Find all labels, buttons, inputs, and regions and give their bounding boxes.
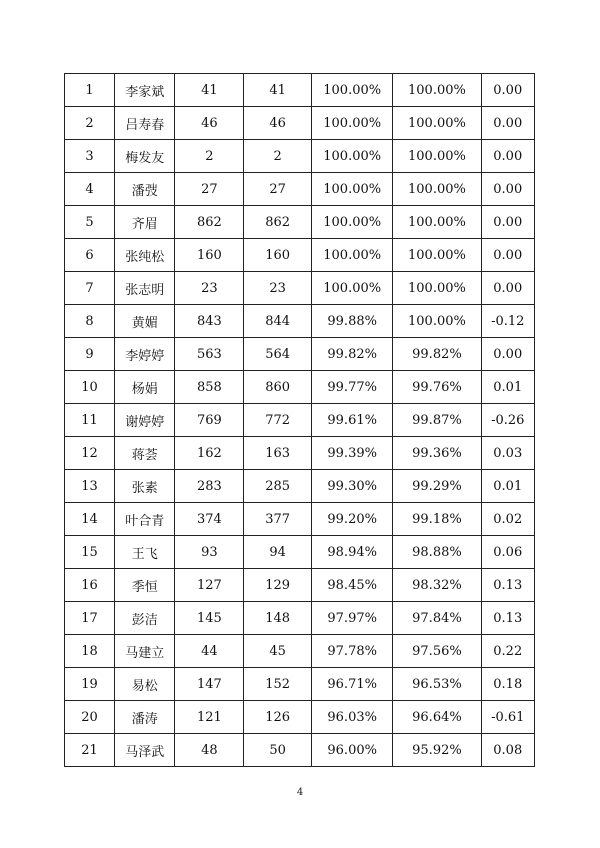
count-b-cell: 148 bbox=[244, 602, 312, 635]
count-b-cell: 23 bbox=[244, 272, 312, 305]
difference-cell: 0.18 bbox=[481, 668, 534, 701]
table-row bbox=[65, 734, 535, 767]
percent-1-cell: 99.61% bbox=[312, 404, 393, 437]
table-row bbox=[65, 371, 535, 404]
percent-1-cell: 99.88% bbox=[312, 305, 393, 338]
count-b-cell: 564 bbox=[244, 338, 312, 371]
difference-cell: 0.01 bbox=[481, 371, 534, 404]
table-row bbox=[65, 503, 535, 536]
table-row bbox=[65, 437, 535, 470]
difference-cell: 0.13 bbox=[481, 569, 534, 602]
name-cell: 叶合青 bbox=[115, 503, 175, 536]
count-a-cell: 374 bbox=[175, 503, 244, 536]
count-b-cell: 285 bbox=[244, 470, 312, 503]
difference-cell: 0.00 bbox=[481, 206, 534, 239]
table-row bbox=[65, 239, 535, 272]
count-a-cell: 93 bbox=[175, 536, 244, 569]
name-cell: 张素 bbox=[115, 470, 175, 503]
percent-1-cell: 99.82% bbox=[312, 338, 393, 371]
row-index-cell: 5 bbox=[65, 206, 115, 239]
name-cell: 齐眉 bbox=[115, 206, 175, 239]
percent-1-cell: 97.97% bbox=[312, 602, 393, 635]
difference-cell: 0.00 bbox=[481, 74, 534, 107]
percent-1-cell: 100.00% bbox=[312, 239, 393, 272]
percent-2-cell: 100.00% bbox=[393, 206, 481, 239]
table-row bbox=[65, 602, 535, 635]
percent-2-cell: 100.00% bbox=[393, 107, 481, 140]
row-index-cell: 21 bbox=[65, 734, 115, 767]
count-a-cell: 23 bbox=[175, 272, 244, 305]
count-a-cell: 2 bbox=[175, 140, 244, 173]
count-a-cell: 48 bbox=[175, 734, 244, 767]
name-cell: 潘涛 bbox=[115, 701, 175, 734]
count-b-cell: 772 bbox=[244, 404, 312, 437]
difference-cell: 0.00 bbox=[481, 272, 534, 305]
difference-cell: 0.06 bbox=[481, 536, 534, 569]
count-b-cell: 862 bbox=[244, 206, 312, 239]
data-table bbox=[64, 73, 535, 767]
table-body bbox=[65, 74, 535, 767]
percent-1-cell: 97.78% bbox=[312, 635, 393, 668]
percent-2-cell: 100.00% bbox=[393, 140, 481, 173]
name-cell: 梅发友 bbox=[115, 140, 175, 173]
count-b-cell: 46 bbox=[244, 107, 312, 140]
row-index-cell: 14 bbox=[65, 503, 115, 536]
count-b-cell: 45 bbox=[244, 635, 312, 668]
percent-2-cell: 95.92% bbox=[393, 734, 481, 767]
percent-2-cell: 98.88% bbox=[393, 536, 481, 569]
row-index-cell: 19 bbox=[65, 668, 115, 701]
percent-1-cell: 100.00% bbox=[312, 107, 393, 140]
count-a-cell: 147 bbox=[175, 668, 244, 701]
table-row bbox=[65, 470, 535, 503]
percent-2-cell: 99.29% bbox=[393, 470, 481, 503]
percent-2-cell: 100.00% bbox=[393, 173, 481, 206]
count-b-cell: 126 bbox=[244, 701, 312, 734]
percent-2-cell: 99.36% bbox=[393, 437, 481, 470]
count-a-cell: 843 bbox=[175, 305, 244, 338]
difference-cell: 0.03 bbox=[481, 437, 534, 470]
name-cell: 彭洁 bbox=[115, 602, 175, 635]
table-row bbox=[65, 305, 535, 338]
row-index-cell: 2 bbox=[65, 107, 115, 140]
row-index-cell: 9 bbox=[65, 338, 115, 371]
count-a-cell: 46 bbox=[175, 107, 244, 140]
count-b-cell: 860 bbox=[244, 371, 312, 404]
table-row bbox=[65, 74, 535, 107]
count-a-cell: 145 bbox=[175, 602, 244, 635]
row-index-cell: 1 bbox=[65, 74, 115, 107]
percent-1-cell: 96.71% bbox=[312, 668, 393, 701]
percent-2-cell: 100.00% bbox=[393, 305, 481, 338]
count-b-cell: 2 bbox=[244, 140, 312, 173]
percent-2-cell: 96.64% bbox=[393, 701, 481, 734]
name-cell: 李家斌 bbox=[115, 74, 175, 107]
page-number: 4 bbox=[296, 787, 304, 798]
difference-cell: 0.00 bbox=[481, 107, 534, 140]
difference-cell: 0.13 bbox=[481, 602, 534, 635]
count-a-cell: 121 bbox=[175, 701, 244, 734]
percent-2-cell: 98.32% bbox=[393, 569, 481, 602]
name-cell: 易松 bbox=[115, 668, 175, 701]
row-index-cell: 15 bbox=[65, 536, 115, 569]
count-a-cell: 127 bbox=[175, 569, 244, 602]
table-row bbox=[65, 404, 535, 437]
row-index-cell: 7 bbox=[65, 272, 115, 305]
difference-cell: -0.61 bbox=[481, 701, 534, 734]
table-row bbox=[65, 668, 535, 701]
percent-2-cell: 100.00% bbox=[393, 272, 481, 305]
percent-1-cell: 96.00% bbox=[312, 734, 393, 767]
percent-2-cell: 97.84% bbox=[393, 602, 481, 635]
percent-2-cell: 99.87% bbox=[393, 404, 481, 437]
table-row bbox=[65, 569, 535, 602]
name-cell: 黄媚 bbox=[115, 305, 175, 338]
name-cell: 吕寿春 bbox=[115, 107, 175, 140]
table-row bbox=[65, 536, 535, 569]
name-cell: 张志明 bbox=[115, 272, 175, 305]
row-index-cell: 8 bbox=[65, 305, 115, 338]
row-index-cell: 16 bbox=[65, 569, 115, 602]
difference-cell: 0.08 bbox=[481, 734, 534, 767]
count-b-cell: 163 bbox=[244, 437, 312, 470]
difference-cell: 0.00 bbox=[481, 338, 534, 371]
row-index-cell: 20 bbox=[65, 701, 115, 734]
percent-1-cell: 98.45% bbox=[312, 569, 393, 602]
count-b-cell: 41 bbox=[244, 74, 312, 107]
count-b-cell: 94 bbox=[244, 536, 312, 569]
count-b-cell: 50 bbox=[244, 734, 312, 767]
count-a-cell: 563 bbox=[175, 338, 244, 371]
table-row bbox=[65, 701, 535, 734]
name-cell: 蒋荟 bbox=[115, 437, 175, 470]
name-cell: 张纯松 bbox=[115, 239, 175, 272]
count-a-cell: 41 bbox=[175, 74, 244, 107]
difference-cell: 0.00 bbox=[481, 239, 534, 272]
count-a-cell: 162 bbox=[175, 437, 244, 470]
count-a-cell: 27 bbox=[175, 173, 244, 206]
table-row bbox=[65, 140, 535, 173]
difference-cell: -0.12 bbox=[481, 305, 534, 338]
percent-2-cell: 100.00% bbox=[393, 74, 481, 107]
name-cell: 马泽武 bbox=[115, 734, 175, 767]
row-index-cell: 6 bbox=[65, 239, 115, 272]
table-row bbox=[65, 173, 535, 206]
name-cell: 潘弢 bbox=[115, 173, 175, 206]
table-row bbox=[65, 206, 535, 239]
difference-cell: 0.00 bbox=[481, 140, 534, 173]
count-a-cell: 858 bbox=[175, 371, 244, 404]
percent-2-cell: 96.53% bbox=[393, 668, 481, 701]
percent-1-cell: 100.00% bbox=[312, 272, 393, 305]
row-index-cell: 4 bbox=[65, 173, 115, 206]
percent-1-cell: 99.30% bbox=[312, 470, 393, 503]
percent-1-cell: 99.39% bbox=[312, 437, 393, 470]
percent-1-cell: 96.03% bbox=[312, 701, 393, 734]
difference-cell: 0.02 bbox=[481, 503, 534, 536]
row-index-cell: 18 bbox=[65, 635, 115, 668]
count-a-cell: 862 bbox=[175, 206, 244, 239]
row-index-cell: 3 bbox=[65, 140, 115, 173]
name-cell: 王飞 bbox=[115, 536, 175, 569]
table-row bbox=[65, 107, 535, 140]
percent-2-cell: 99.82% bbox=[393, 338, 481, 371]
count-b-cell: 160 bbox=[244, 239, 312, 272]
count-b-cell: 377 bbox=[244, 503, 312, 536]
name-cell: 季恒 bbox=[115, 569, 175, 602]
count-a-cell: 283 bbox=[175, 470, 244, 503]
name-cell: 谢婷婷 bbox=[115, 404, 175, 437]
table-row bbox=[65, 338, 535, 371]
table-row bbox=[65, 635, 535, 668]
count-a-cell: 44 bbox=[175, 635, 244, 668]
row-index-cell: 11 bbox=[65, 404, 115, 437]
percent-2-cell: 99.76% bbox=[393, 371, 481, 404]
name-cell: 马建立 bbox=[115, 635, 175, 668]
percent-2-cell: 100.00% bbox=[393, 239, 481, 272]
count-b-cell: 27 bbox=[244, 173, 312, 206]
table-row bbox=[65, 272, 535, 305]
percent-1-cell: 100.00% bbox=[312, 74, 393, 107]
percent-1-cell: 100.00% bbox=[312, 173, 393, 206]
difference-cell: -0.26 bbox=[481, 404, 534, 437]
count-a-cell: 160 bbox=[175, 239, 244, 272]
percent-2-cell: 99.18% bbox=[393, 503, 481, 536]
count-b-cell: 152 bbox=[244, 668, 312, 701]
row-index-cell: 10 bbox=[65, 371, 115, 404]
percent-2-cell: 97.56% bbox=[393, 635, 481, 668]
row-index-cell: 12 bbox=[65, 437, 115, 470]
count-a-cell: 769 bbox=[175, 404, 244, 437]
difference-cell: 0.22 bbox=[481, 635, 534, 668]
percent-1-cell: 98.94% bbox=[312, 536, 393, 569]
row-index-cell: 13 bbox=[65, 470, 115, 503]
row-index-cell: 17 bbox=[65, 602, 115, 635]
difference-cell: 0.01 bbox=[481, 470, 534, 503]
percent-1-cell: 100.00% bbox=[312, 206, 393, 239]
percent-1-cell: 99.20% bbox=[312, 503, 393, 536]
count-b-cell: 129 bbox=[244, 569, 312, 602]
percent-1-cell: 99.77% bbox=[312, 371, 393, 404]
name-cell: 杨娟 bbox=[115, 371, 175, 404]
count-b-cell: 844 bbox=[244, 305, 312, 338]
name-cell: 李婷婷 bbox=[115, 338, 175, 371]
percent-1-cell: 100.00% bbox=[312, 140, 393, 173]
difference-cell: 0.00 bbox=[481, 173, 534, 206]
